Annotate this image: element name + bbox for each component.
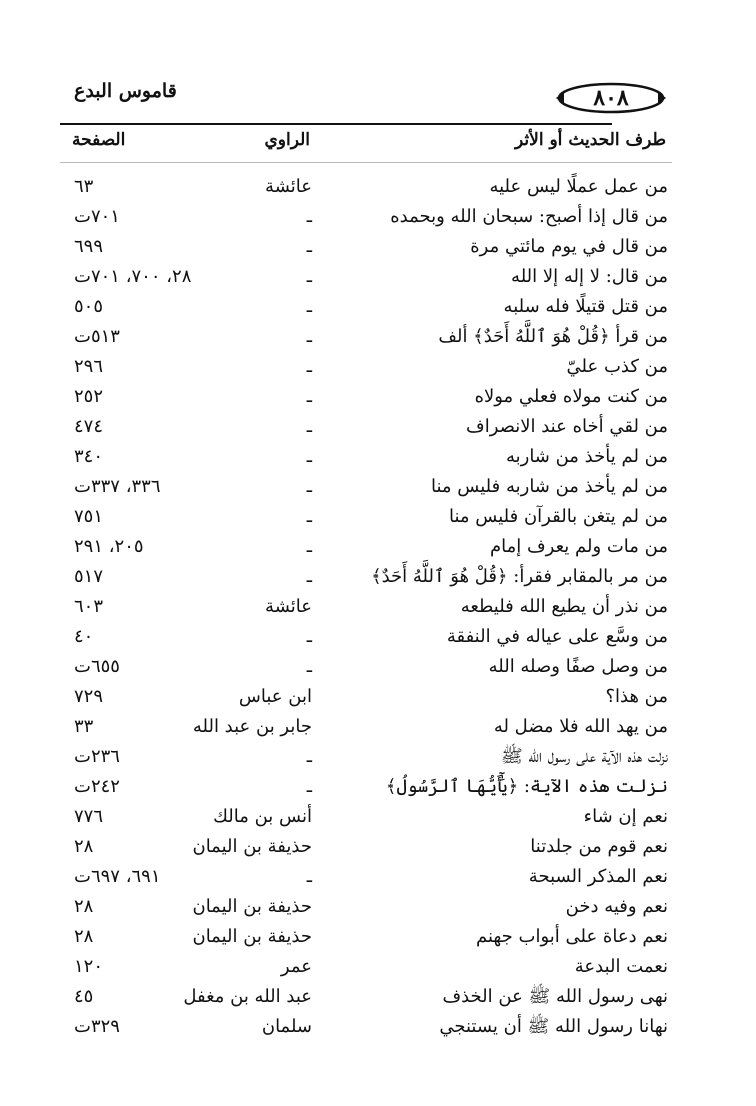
page-cell: ٦٣ [74,176,94,197]
hadith-cell: نعم دعاة على أبواب جهنم [475,926,668,947]
page-cell: ٧٥١ [74,506,104,527]
page-cell: ٥١٧ [74,566,104,587]
hadith-cell: من قرأ ﴿قُلْ هُوَ ٱللَّهُ أَحَدٌ﴾ ألف [438,326,668,347]
hadith-cell: من قال في يوم مائتي مرة [470,236,668,257]
narrator-cell: ـ [306,656,312,677]
page-cell: ٧٧٦ [74,806,104,827]
page-cell: ٣٢٩ت [74,1016,120,1037]
hadith-cell: نعمت البدعة [574,956,668,977]
hadith-cell: نهى رسول الله ﷺ عن الخذف [442,986,668,1007]
hadith-cell: نهانا رسول الله ﷺ أن يستنجي [439,1016,668,1037]
narrator-cell: عبد الله بن مغفل [183,986,312,1007]
table-row [0,772,756,802]
narrator-cell: ـ [306,206,312,227]
narrator-cell: ـ [306,326,312,347]
narrator-cell: ـ [306,476,312,497]
narrator-cell: ـ [306,296,312,317]
table-row [0,742,756,772]
hadith-cell: من قتل قتيلًا فله سلبه [503,296,668,317]
page-cell: ٧٢٩ [74,686,104,707]
column-header-divider [60,162,672,163]
narrator-cell: ـ [306,236,312,257]
table-row [0,802,756,832]
page-cell: ٧٠١ت [74,206,120,227]
narrator-cell: حذيفة بن اليمان [192,926,312,947]
page-cell: ٣٣ [74,716,94,737]
narrator-cell: ـ [306,566,312,587]
table-row [0,382,756,412]
table-row [0,952,756,982]
hadith-cell: من لم يأخذ من شاربه فليس منا [431,476,668,497]
page-cell: ١٢٠ [74,956,104,977]
table-row [0,652,756,682]
narrator-cell: ـ [306,386,312,407]
hadith-cell: من مر بالمقابر فقرأ: ﴿قُلْ هُوَ ٱللَّهُ أَحَدٌ﴾ [371,566,668,587]
page-cell: ٢٥٢ [74,386,104,407]
page-cell: ٤٧٤ [74,416,104,437]
narrator-cell: ـ [306,446,312,467]
hadith-cell: من عمل عملًا ليس عليه [489,176,668,197]
hadith-cell: من لم يتغن بالقرآن فليس منا [449,506,668,527]
narrator-cell: ـ [306,266,312,287]
table-row [0,1012,756,1042]
table-row [0,502,756,532]
hadith-cell: من يهد الله فلا مضل له [493,716,668,737]
hadith-cell: من وصل صفًا وصله الله [488,656,668,677]
narrator-cell: ـ [306,746,312,767]
page-cell: ٤٠ [74,626,94,647]
hadith-cell: من قال: لا إله إلا الله [511,266,668,287]
narrator-cell: ـ [306,866,312,887]
hadith-cell: نزلت هذه الآية: ﴿يَٰٓأَيُّهَا ٱلرَّسُولُ﴾ [385,776,668,797]
table-row [0,622,756,652]
hadith-cell: من مات ولم يعرف إمام [489,536,668,557]
page-cell: ٥١٣ت [74,326,120,347]
page-cell: ٢٠٥، ٢٩١ [74,536,144,557]
page-cell: ٢٤٢ت [74,776,120,797]
table-row [0,322,756,352]
narrator-cell: سلمان [261,1016,312,1037]
page-cell: ٥٠٥ [74,296,104,317]
table-row [0,712,756,742]
narrator-cell: عائشة [265,176,312,197]
narrator-cell: ـ [306,626,312,647]
page-cell: ٢٨ [74,896,94,917]
page-cell: ٢٣٦ت [74,746,120,767]
narrator-cell: ـ [306,506,312,527]
hadith-cell: من هذا؟ [605,686,668,707]
hadith-cell: من كذب عليّ [566,356,668,377]
hadith-cell: من لم يأخذ من شاربه [505,446,668,467]
table-row [0,892,756,922]
narrator-cell: ـ [306,776,312,797]
table-row [0,532,756,562]
page-cell: ٦٠٣ [74,596,104,617]
table-row [0,172,756,202]
header-rule [60,123,612,125]
page-number-badge [554,82,668,114]
page-cell: ٦٥٥ت [74,656,120,677]
page-cell: ٦٩٩ [74,236,104,257]
narrator-cell: ابن عباس [238,686,312,707]
table-row [0,352,756,382]
narrator-cell: جابر بن عبد الله [192,716,312,737]
hadith-cell: نعم وفيه دخن [565,896,668,917]
table-row [0,922,756,952]
column-header-narrator: الراوي [264,130,310,150]
column-headers [66,130,666,160]
page-cell: ٢٨، ٧٠٠، ٧٠١ت [74,266,192,287]
hadith-cell: نعم المذكر السبحة [528,866,668,887]
page-cell: ٣٣٦، ٣٣٧ت [74,476,161,497]
hadith-cell: من وسَّع على عياله في النفقة [446,626,668,647]
narrator-cell: عمر [280,956,312,977]
narrator-cell: حذيفة بن اليمان [192,836,312,857]
hadith-cell: نزلت هذه الآية على رسول الله ﷺ [500,746,668,767]
page-cell: ٤٥ [74,986,94,1007]
table-row [0,202,756,232]
page-cell: ٣٤٠ [74,446,104,467]
page-cell: ٢٩٦ [74,356,104,377]
hadith-cell: من نذر أن يطيع الله فليطعه [460,596,668,617]
column-header-page: الصفحة [72,130,126,150]
narrator-cell: أنس بن مالك [213,806,312,827]
table-row [0,232,756,262]
hadith-cell: من كنت مولاه فعلي مولاه [474,386,668,407]
narrator-cell: ـ [306,416,312,437]
hadith-cell: نعم قوم من جلدتنا [530,836,668,857]
table-row [0,862,756,892]
page-cell: ٦٩١، ٦٩٧ت [74,866,161,887]
table-row [0,832,756,862]
page-cell: ٢٨ [74,926,94,947]
table-row [0,592,756,622]
hadith-cell: من قال إذا أصبح: سبحان الله وبحمده [390,206,668,227]
table-row [0,292,756,322]
narrator-cell: عائشة [265,596,312,617]
page-header [60,72,668,124]
narrator-cell: حذيفة بن اليمان [192,896,312,917]
index-table [0,172,756,1042]
column-header-hadith: طرف الحديث أو الأثر [515,130,666,150]
table-row [0,982,756,1012]
page-number: ٨٠٨ [593,85,629,111]
hadith-cell: نعم إن شاء [583,806,668,827]
table-row [0,682,756,712]
table-row [0,562,756,592]
book-title: قاموس البدع [74,80,177,102]
table-row [0,472,756,502]
table-row [0,262,756,292]
table-row [0,412,756,442]
table-row [0,442,756,472]
narrator-cell: ـ [306,536,312,557]
hadith-cell: من لقي أخاه عند الانصراف [466,416,668,437]
page-cell: ٢٨ [74,836,94,857]
narrator-cell: ـ [306,356,312,377]
